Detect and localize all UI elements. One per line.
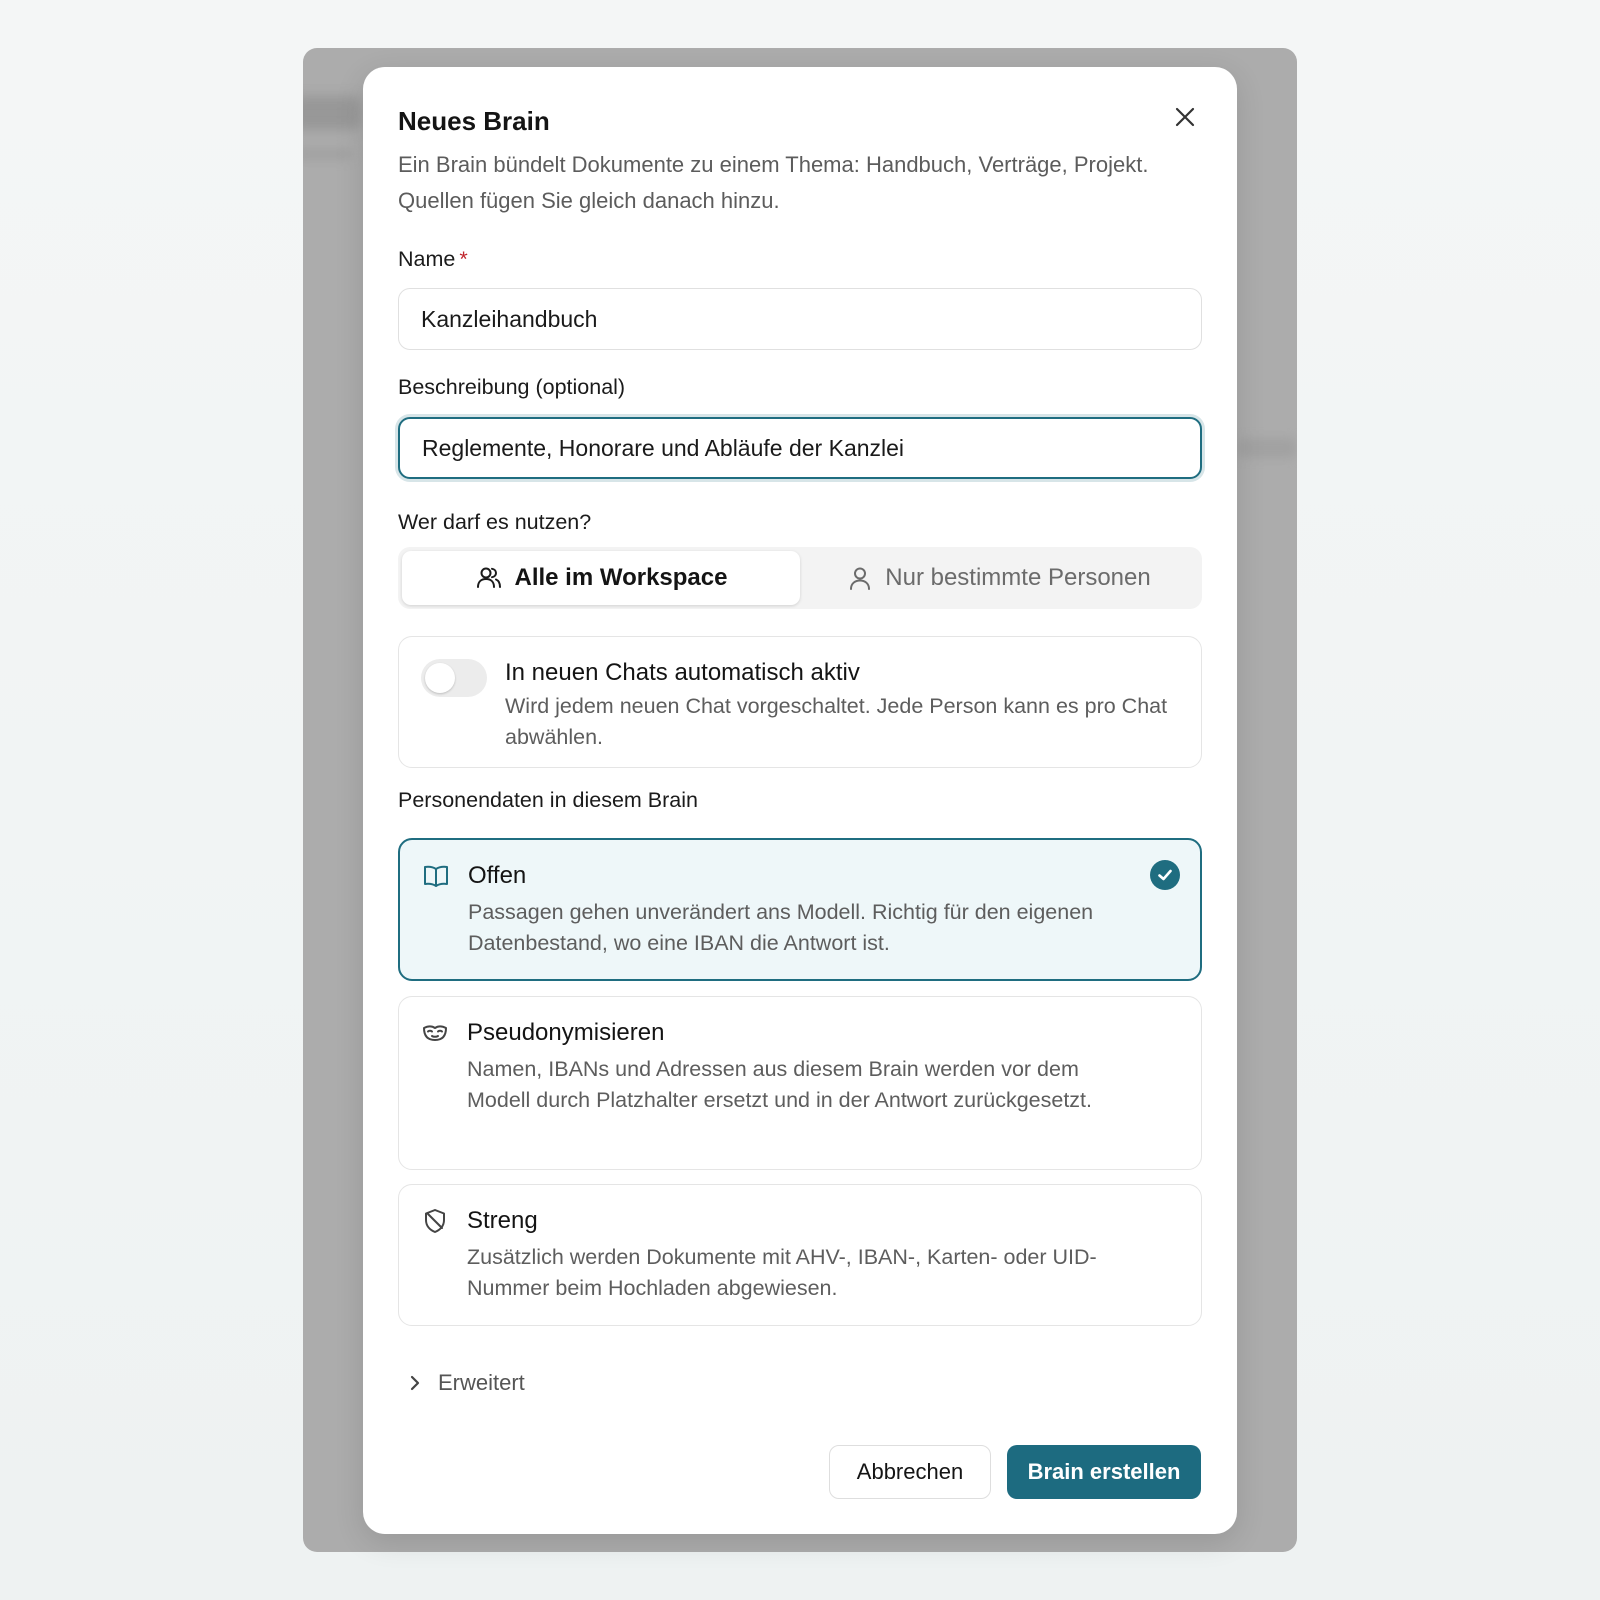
advanced-toggle[interactable] xyxy=(408,1370,525,1396)
access-option-specific-label: Nur bestimmte Personen xyxy=(885,564,1151,591)
mask-icon xyxy=(421,1019,449,1047)
access-option-specific[interactable] xyxy=(800,551,1198,605)
description-label: Beschreibung (optional) xyxy=(398,375,626,399)
close-icon xyxy=(1174,106,1196,128)
name-label xyxy=(398,247,468,272)
background-text-blur xyxy=(1237,438,1297,458)
auto-active-toggle[interactable] xyxy=(421,659,487,697)
auto-active-description: Wird jedem neuen Chat vorgeschaltet. Jede Person kann es pro Chat abwählen. xyxy=(505,694,1168,749)
name-label-text: Name xyxy=(398,247,456,271)
privacy-option-pseudonymisieren-title: Pseudonymisieren xyxy=(467,1019,665,1046)
background-subtitle-blur xyxy=(303,148,353,160)
access-option-workspace-label: Alle im Workspace xyxy=(514,564,728,591)
create-brain-button[interactable]: Brain erstellen xyxy=(1007,1445,1201,1499)
description-input-value: Reglemente, Honorare und Abläufe der Kanzlei xyxy=(422,434,905,461)
privacy-label: Personendaten in diesem Brain xyxy=(398,788,698,812)
new-brain-dialog xyxy=(363,67,1237,1534)
description-input[interactable] xyxy=(398,417,1202,479)
privacy-option-streng-description: Zusätzlich werden Dokumente mit AHV-, IBAN-, Karten- oder UID-Nummer beim Hochladen abgewiesen. xyxy=(467,1245,1097,1300)
auto-active-title: In neuen Chats automatisch aktiv xyxy=(505,659,860,686)
privacy-option-streng[interactable] xyxy=(398,1184,1202,1326)
check-circle-icon xyxy=(1150,860,1180,890)
users-icon xyxy=(475,564,503,592)
user-icon xyxy=(847,565,873,591)
book-open-icon xyxy=(422,862,450,890)
access-label: Wer darf es nutzen? xyxy=(398,510,592,534)
required-mark: * xyxy=(459,247,468,271)
privacy-option-offen-title: Offen xyxy=(468,862,527,889)
name-input-value: Kanzleihandbuch xyxy=(421,305,598,332)
toggle-knob xyxy=(425,663,455,693)
close-button[interactable] xyxy=(1171,103,1199,131)
shield-off-icon xyxy=(421,1207,449,1235)
chevron-right-icon xyxy=(408,1374,422,1392)
privacy-option-streng-title: Streng xyxy=(467,1207,538,1234)
advanced-label: Erweitert xyxy=(438,1370,525,1395)
privacy-option-pseudonymisieren-description: Namen, IBANs und Adressen aus diesem Brain werden vor dem Modell durch Platzhalter ersetzt und in der Antwort zurückgesetzt. xyxy=(467,1057,1093,1112)
privacy-option-offen[interactable] xyxy=(398,838,1202,981)
access-option-workspace[interactable] xyxy=(402,551,800,605)
name-input[interactable] xyxy=(398,288,1202,350)
privacy-option-pseudonymisieren[interactable] xyxy=(398,996,1202,1170)
background-title-blur xyxy=(303,96,361,130)
privacy-option-offen-description: Passagen gehen unverändert ans Modell. Richtig für den eigenen Datenbestand, wo eine IBAN die Antwort ist. xyxy=(468,900,1094,955)
dialog-subtitle: Ein Brain bündelt Dokumente zu einem Thema: Handbuch, Verträge, Projekt. Quellen fügen Sie gleich danach hinzu. xyxy=(398,152,1149,213)
access-segmented-control xyxy=(398,547,1202,609)
cancel-button[interactable]: Abbrechen xyxy=(829,1445,991,1499)
auto-active-card xyxy=(398,636,1202,768)
dialog-title: Neues Brain xyxy=(398,106,550,136)
